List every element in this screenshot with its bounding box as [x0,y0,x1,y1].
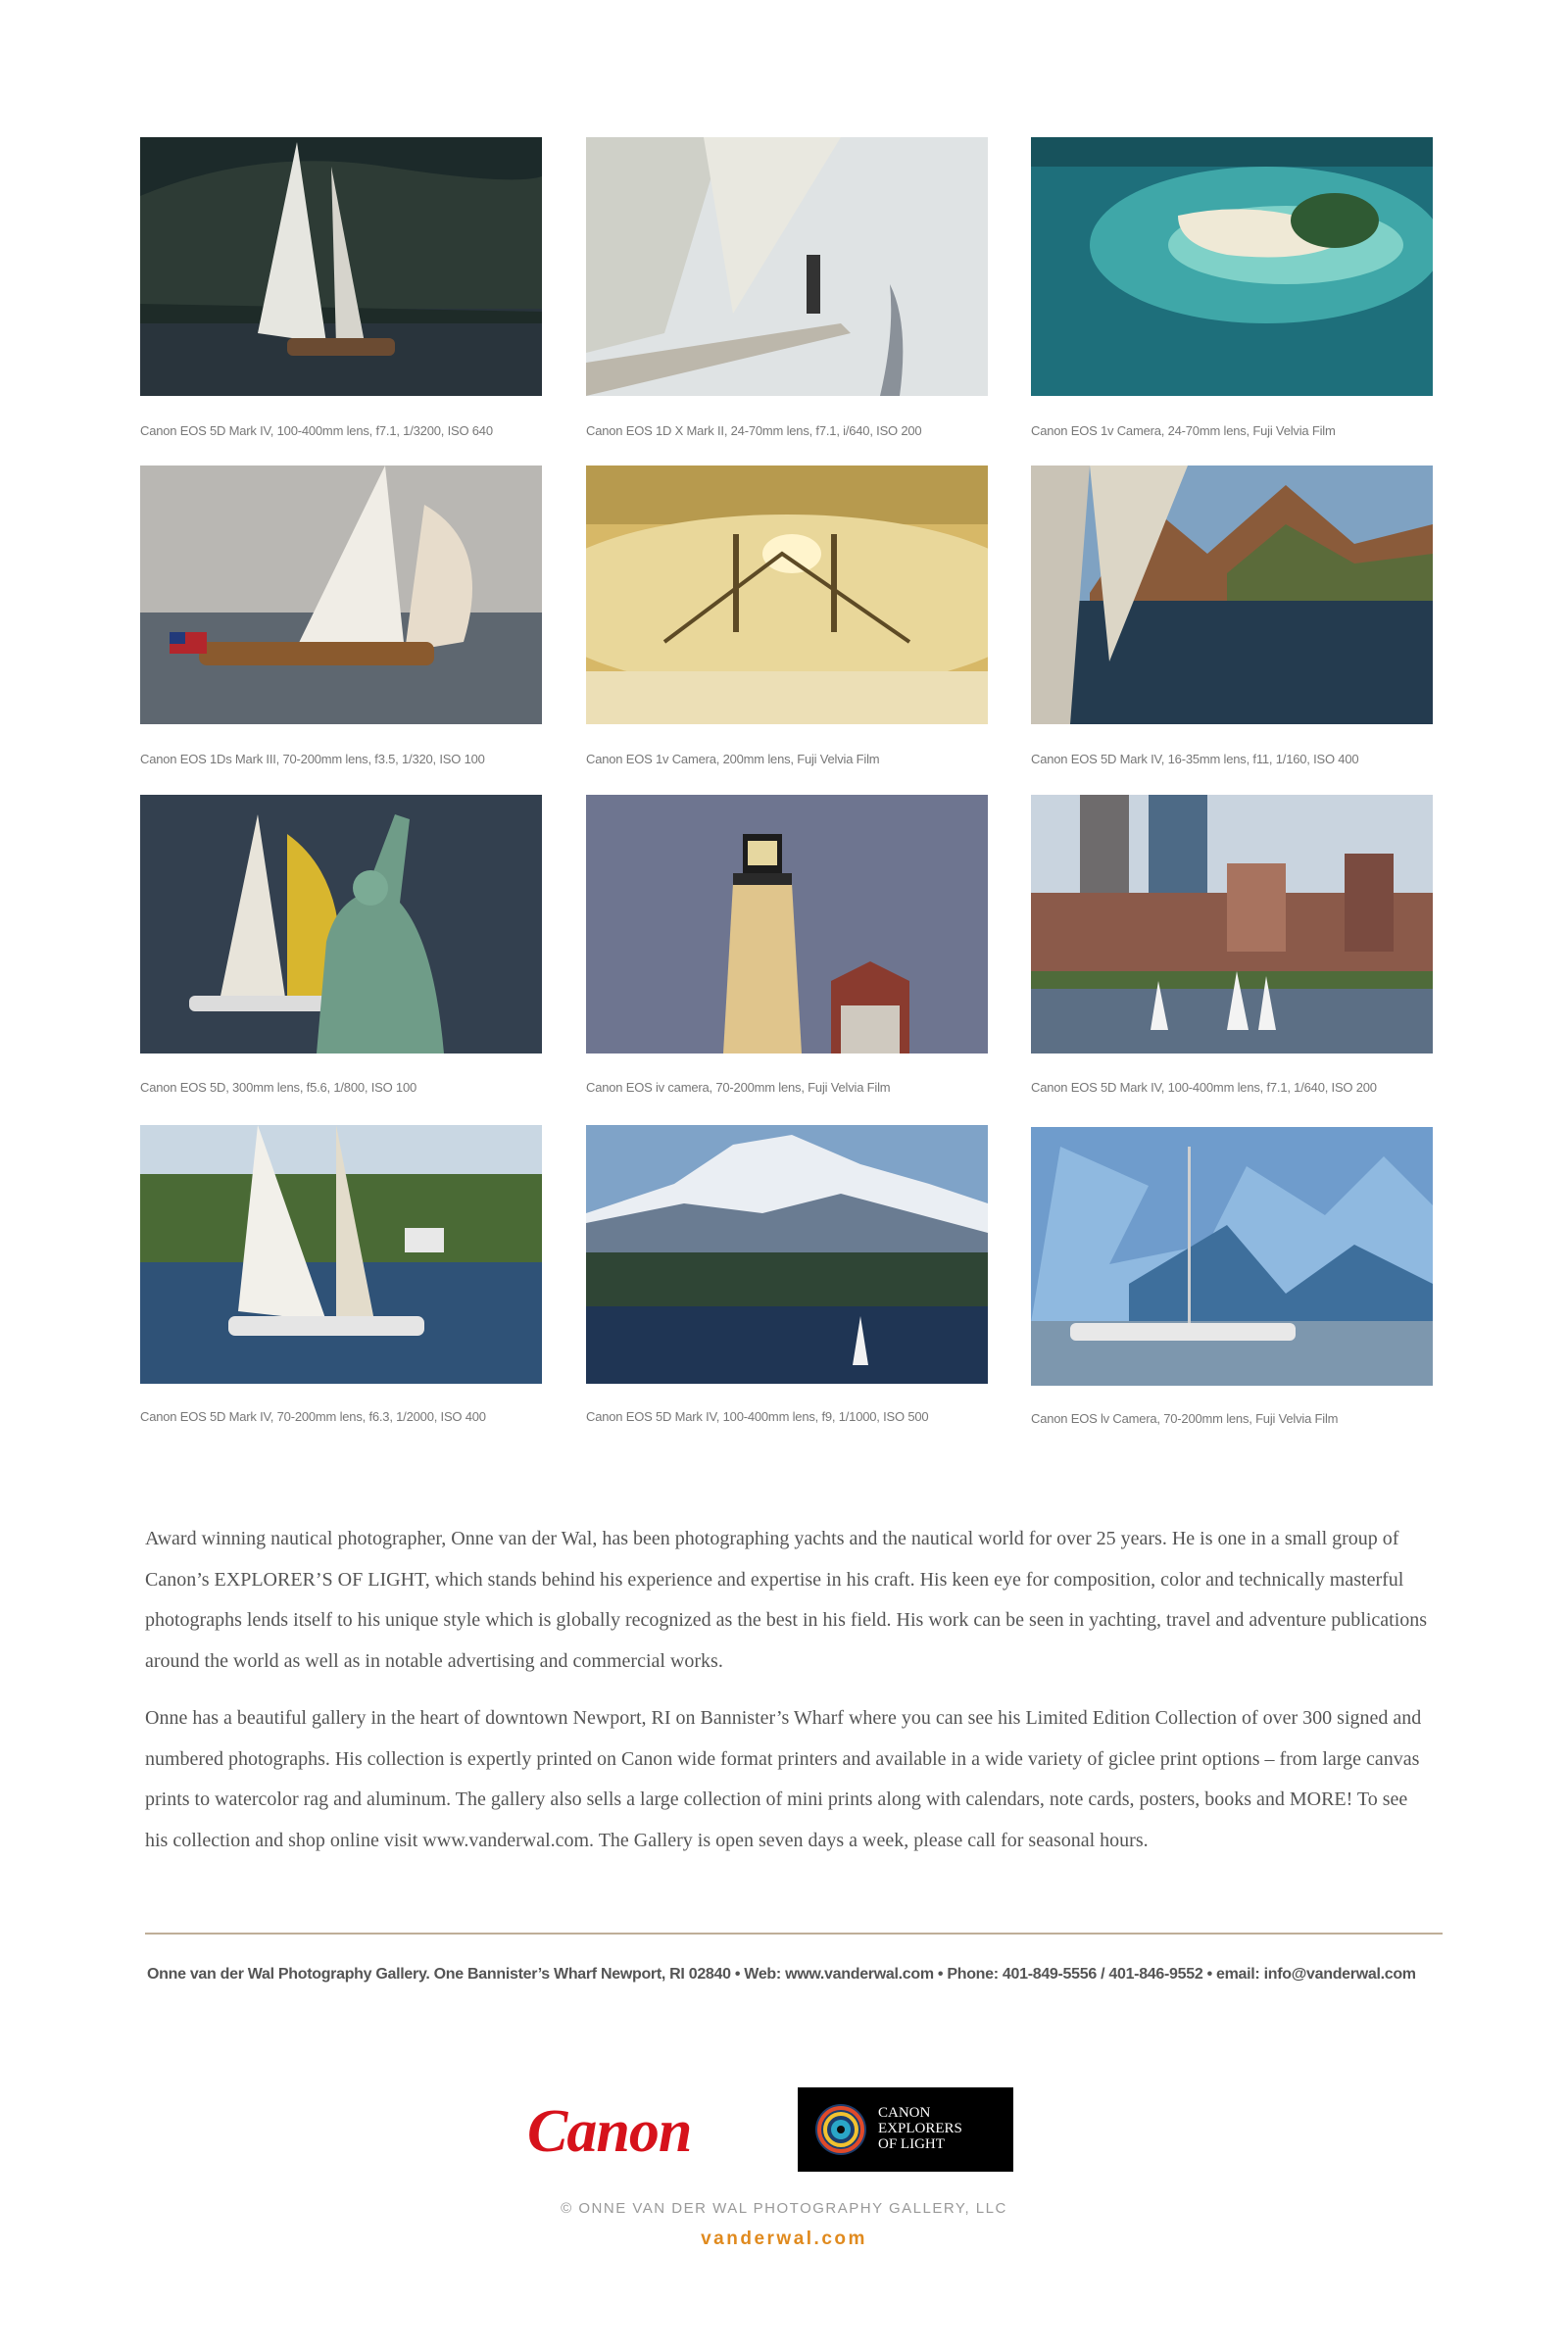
photo-racing-sailboat [140,1125,542,1384]
photo-caption: Canon EOS 5D Mark IV, 100-400mm lens, f7.1, 1/640, ISO 200 [1031,1080,1377,1095]
photo-caption: Canon EOS 5D Mark IV, 70-200mm lens, f6.3, 1/2000, ISO 400 [140,1409,486,1424]
photo-sailor-on-bowsprit [586,137,988,396]
photo-caption: Canon EOS 5D, 300mm lens, f5.6, 1/800, ISO 100 [140,1080,417,1095]
photo-caption: Canon EOS 5D Mark IV, 16-35mm lens, f11, 1/160, ISO 400 [1031,752,1359,766]
photo-sailboat-dark-mountains [140,137,542,396]
photo-classic-yacht-flag [140,466,542,724]
photo-caption: Canon EOS iv camera, 70-200mm lens, Fuji Velvia Film [586,1080,891,1095]
bio-paragraph: Onne has a beautiful gallery in the heart of downtown Newport, RI on Bannister’s Wharf where you can see his Limited Edition Collection of over 300 signed and numbered photographs. His collection is expertly printed on Canon wide format printers and available in a wide variety of giclee print options – from large canvas prints to watercolor rag and aluminum. The gallery also sells a large collection of mini prints along with calendars, note cards, posters, books and MORE! To see his collection and shop online visit www.vanderwal.com. The Gallery is open seven days a week, please call for seasonal hours. [145,1707,1422,1851]
photo-tropical-island-aerial [1031,137,1433,396]
canon-logo: Canon [527,2098,692,2165]
photo-bridge-in-fog [586,466,988,724]
photo-snow-mountain-sailboat [586,1125,988,1384]
photo-glacier-yacht [1031,1127,1433,1386]
photo-caption: Canon EOS 1Ds Mark III, 70-200mm lens, f3.5, 1/320, ISO 100 [140,752,485,766]
bio-paragraph: Award winning nautical photographer, Onne van der Wal, has been photographing yachts and the nautical world for over 25 years. He is one in a small group of Canon’s EXPLORER’S OF LIGHT, which stands behind his experience and expertise in his craft. His keen eye for composition, color and technically masterful photographs lends itself to his unique style which is globally recognized as the best in his field. His work can be seen in yachting, travel and adventure publications around the world as well as in notable advertising and commercial works. [145,1528,1428,1672]
bio-text [145,1519,1435,1861]
photo-statue-of-liberty-yacht [140,795,542,1054]
photo-city-skyline-sailboats [1031,795,1433,1054]
photo-caption: Canon EOS 1v Camera, 24-70mm lens, Fuji Velvia Film [1031,423,1336,438]
divider [145,1933,1443,1935]
explorers-of-light-logo [798,2087,1013,2172]
photo-yacht-deck-cliffs [1031,466,1433,724]
explorers-of-light-text: CANON EXPLORERS OF LIGHT [878,2105,962,2152]
photo-caption: Canon EOS lv Camera, 70-200mm lens, Fuji Velvia Film [1031,1411,1339,1426]
website-link[interactable]: vanderwal.com [701,2229,867,2249]
photo-lighthouse [586,795,988,1054]
photo-caption: Canon EOS 5D Mark IV, 100-400mm lens, f7.1, 1/3200, ISO 640 [140,423,493,438]
photo-caption: Canon EOS 5D Mark IV, 100-400mm lens, f9, 1/1000, ISO 500 [586,1409,929,1424]
contact-info: Onne van der Wal Photography Gallery. One Bannister’s Wharf Newport, RI 02840 • Web: www.vanderwal.com • Phone: 401-849-5556 / 401-846-9552 • email: info@vanderwal.com [147,1966,1416,1983]
photo-caption: Canon EOS 1D X Mark II, 24-70mm lens, f7.1, i/640, ISO 200 [586,423,922,438]
copyright: © ONNE VAN DER WAL PHOTOGRAPHY GALLERY, LLC [561,2200,1007,2217]
photo-caption: Canon EOS 1v Camera, 200mm lens, Fuji Velvia Film [586,752,880,766]
